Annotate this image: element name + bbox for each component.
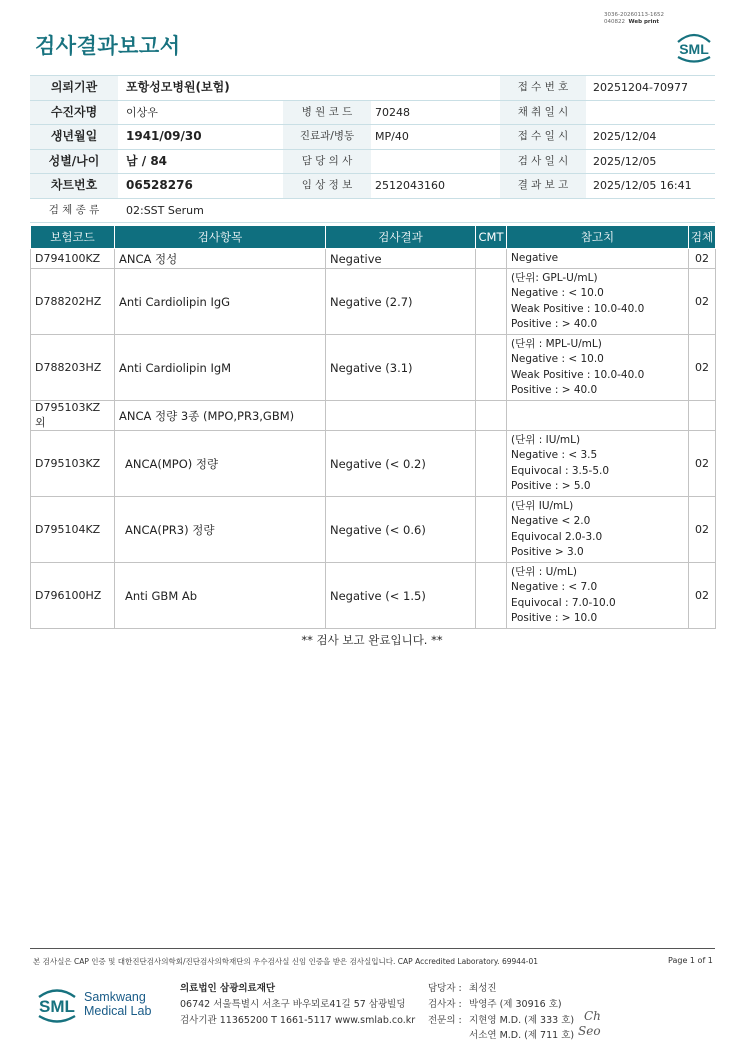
- table-row: [31, 335, 716, 401]
- receipt-no-label: 접 수 번 호: [517, 81, 569, 93]
- reference-line: Equivocal : 3.5-5.0: [511, 464, 610, 477]
- cell-code: D796100HZ: [31, 563, 115, 629]
- reference-line: Negative : < 3.5: [511, 449, 598, 461]
- cell-item: ANCA(PR3) 정량: [115, 497, 326, 563]
- info-row-sex-age: [30, 150, 715, 175]
- info-row-patient: [30, 101, 715, 126]
- reference-line: Negative < 2.0: [511, 515, 591, 527]
- reference-line: Negative : < 10.0: [511, 287, 604, 299]
- reference-line: Positive : > 10.0: [511, 612, 598, 624]
- cell-cmt: [476, 401, 507, 431]
- info-row-chart: [30, 174, 715, 199]
- cell-reference: [507, 497, 689, 563]
- cell-code: D788202HZ: [31, 269, 115, 335]
- certification-note: 본 검사실은 CAP 인증 및 대한진단검사의학회/진단검사의학재단의 우수검사실 신임 인증을 받은 검사실입니다. CAP Accredited Laboratory. 69944-01: [33, 957, 539, 966]
- reference-line: Weak Positive : 10.0-40.0: [511, 368, 645, 381]
- staff-specialist-2: [428, 1027, 574, 1041]
- specialist2-value: 서소연 M.D. (제 711 호): [469, 1030, 575, 1041]
- birth-label: 생년월일: [50, 129, 98, 143]
- signature-2: Seo: [578, 1024, 601, 1038]
- doctor-label: 담 당 의 사: [301, 154, 353, 167]
- sml-logo-icon: [672, 26, 716, 66]
- reference-line: (단위: GPL-U/mL): [511, 271, 598, 284]
- cell-sample: 02: [689, 335, 716, 401]
- requester-value: 포항성모병원(보험): [126, 80, 230, 94]
- cell-sample: 02: [689, 563, 716, 629]
- reference-line: Positive : > 40.0: [511, 384, 598, 396]
- cell-item: ANCA 정량 3종 (MPO,PR3,GBM): [115, 401, 326, 431]
- cell-result: Negative (< 0.6): [326, 497, 476, 563]
- cell-cmt: [476, 497, 507, 563]
- foundation-contact: 검사기관 11365200 T 1661-5117 www.smlab.co.kr: [180, 1015, 416, 1026]
- samkwang-logo-line1: Samkwang: [84, 990, 146, 1004]
- specimen-label: 검 체 종 류: [48, 203, 100, 216]
- manager-value: 최성진: [469, 983, 497, 994]
- birth-value: 1941/09/30: [126, 129, 202, 143]
- specimen-value: 02:SST Serum: [126, 203, 204, 217]
- reference-line: Equivocal 2.0-3.0: [511, 530, 603, 543]
- reference-line: Positive : > 5.0: [511, 480, 591, 492]
- page-title: 검사결과보고서: [35, 34, 181, 58]
- reference-line: Positive > 3.0: [511, 546, 584, 558]
- patient-value: 이상우: [126, 105, 158, 119]
- cell-reference: [507, 335, 689, 401]
- cell-code: D788203HZ: [31, 335, 115, 401]
- table-row: [31, 563, 716, 629]
- cell-reference: [507, 431, 689, 497]
- cell-code: D795103KZ: [31, 431, 115, 497]
- table-row: [31, 401, 716, 431]
- receipt-date-value: 2025/12/04: [593, 130, 657, 143]
- samkwang-logo-text: SML: [39, 997, 75, 1016]
- sex-age-label: 성별/나이: [48, 153, 100, 168]
- cell-reference: [507, 249, 689, 269]
- cell-cmt: [476, 431, 507, 497]
- sex-age-value: 남 / 84: [126, 153, 168, 168]
- reference-line: (단위 : IU/mL): [511, 433, 581, 446]
- document-code-line2: 040822: [604, 19, 625, 25]
- patient-label: 수진자명: [50, 104, 98, 119]
- clinical-value: 2512043160: [375, 179, 445, 192]
- cell-result: [326, 401, 476, 431]
- cell-cmt: [476, 563, 507, 629]
- specialist-label: 전문의 :: [428, 1015, 462, 1026]
- receipt-no-value: 20251204-70977: [593, 81, 688, 94]
- cell-item: Anti Cardiolipin IgG: [115, 269, 326, 335]
- cell-item: Anti GBM Ab: [115, 563, 326, 629]
- info-row-birth: [30, 125, 715, 150]
- results-table: [30, 225, 716, 629]
- foundation-address: 06742 서울특별시 서초구 바우뫼로41길 57 삼광빌딩: [180, 999, 406, 1010]
- col-header-ref: 참고치: [507, 226, 689, 249]
- requester-label: 의뢰기관: [50, 80, 98, 94]
- cell-result: Negative (< 1.5): [326, 563, 476, 629]
- patient-info-block: [30, 75, 715, 223]
- table-row: [31, 249, 716, 269]
- samkwang-logo-line2: Medical Lab: [84, 1004, 152, 1018]
- col-header-item: 검사항목: [115, 226, 326, 249]
- cell-code: D794100KZ: [31, 249, 115, 269]
- cell-reference: [507, 269, 689, 335]
- results-header-row: [31, 226, 716, 249]
- dept-label: 진료과/병동: [299, 130, 355, 142]
- info-row-requester: [30, 75, 715, 101]
- cell-item: ANCA 정성: [115, 249, 326, 269]
- report-complete-note: ** 검사 보고 완료입니다. **: [301, 633, 443, 647]
- cell-cmt: [476, 269, 507, 335]
- cell-cmt: [476, 249, 507, 269]
- col-header-code: 보험코드: [31, 226, 115, 249]
- col-header-result: 검사결과: [326, 226, 476, 249]
- samkwang-logo-icon: [36, 980, 156, 1028]
- reference-line: Negative : < 7.0: [511, 581, 598, 593]
- reference-line: (단위 : U/mL): [511, 565, 577, 578]
- table-row: [31, 431, 716, 497]
- table-row: [31, 497, 716, 563]
- cell-sample: 02: [689, 497, 716, 563]
- test-date-value: 2025/12/05: [593, 154, 657, 168]
- cell-result: Negative (< 0.2): [326, 431, 476, 497]
- reference-line: (단위 IU/mL): [511, 499, 574, 512]
- cell-code: D795104KZ: [31, 497, 115, 563]
- manager-label: 담당자 :: [428, 983, 462, 994]
- chart-label: 차트번호: [50, 178, 98, 192]
- col-header-sample: 검체: [689, 226, 716, 249]
- chart-value: 06528276: [126, 178, 193, 192]
- cell-result: Negative: [326, 249, 476, 269]
- tester-value: 박영주 (제 30916 호): [469, 999, 562, 1010]
- footer-divider: [30, 948, 715, 949]
- foundation-name: 의료법인 삼광의료재단: [180, 983, 276, 994]
- reference-line: Equivocal : 7.0-10.0: [511, 596, 616, 609]
- print-label: Web print: [628, 19, 660, 25]
- specialist1-value: 지현영 M.D. (제 333 호): [469, 1015, 575, 1026]
- sml-logo-text: SML: [679, 41, 709, 57]
- cell-code: D795103KZ외: [31, 401, 115, 431]
- reference-line: Weak Positive : 10.0-40.0: [511, 302, 645, 315]
- receipt-date-label: 접 수 일 시: [517, 130, 569, 142]
- staff-specialist: [428, 1012, 574, 1026]
- document-code: [604, 12, 664, 26]
- cell-reference: [507, 563, 689, 629]
- hospital-code-label: 병 원 코 드: [301, 105, 353, 118]
- col-header-cmt: CMT: [476, 226, 507, 249]
- signature-1: Ch: [584, 1009, 601, 1023]
- reference-line: Negative: [511, 251, 559, 264]
- cell-sample: 02: [689, 249, 716, 269]
- table-row: [31, 269, 716, 335]
- clinical-label: 임 상 정 보: [301, 179, 353, 191]
- cell-item: ANCA(MPO) 정량: [115, 431, 326, 497]
- cell-result: Negative (2.7): [326, 269, 476, 335]
- hospital-code-value: 70248: [375, 105, 410, 119]
- reference-line: (단위 : MPL-U/mL): [511, 337, 602, 350]
- collection-date-label: 채 취 일 시: [517, 105, 569, 118]
- report-value: 2025/12/05 16:41: [593, 179, 692, 192]
- cell-sample: 02: [689, 431, 716, 497]
- cell-item: Anti Cardiolipin IgM: [115, 335, 326, 401]
- reference-line: Negative : < 10.0: [511, 353, 604, 365]
- results-body: [31, 249, 716, 629]
- cell-reference: [507, 401, 689, 431]
- document-code-line1: 3036-20260113-1652: [604, 12, 664, 18]
- staff-tester: [428, 996, 562, 1010]
- info-row-specimen: [30, 199, 715, 224]
- cell-cmt: [476, 335, 507, 401]
- reference-line: Positive : > 40.0: [511, 318, 598, 330]
- test-date-label: 검 사 일 시: [517, 154, 569, 167]
- report-label: 결 과 보 고: [517, 179, 569, 191]
- dept-value: MP/40: [375, 130, 409, 143]
- tester-label: 검사자 :: [428, 999, 462, 1010]
- page-number: Page 1 of 1: [668, 956, 713, 965]
- cell-sample: 02: [689, 269, 716, 335]
- cell-sample: [689, 401, 716, 431]
- staff-manager: [428, 980, 497, 994]
- cell-result: Negative (3.1): [326, 335, 476, 401]
